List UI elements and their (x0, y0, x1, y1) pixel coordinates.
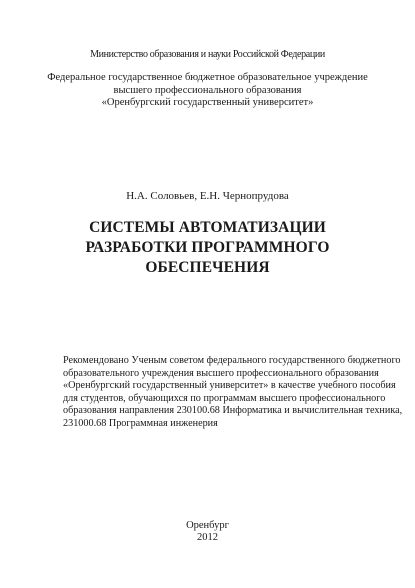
authors: Н.А. Соловьев, Е.Н. Чернопрудова (126, 190, 289, 202)
publication-city: Оренбург (186, 520, 229, 531)
recommendation-line: образования направления 230100.68 Информатика и вычислительная техника, (63, 405, 403, 416)
ministry-line: Министерство образования и науки Российской Федерации (90, 49, 325, 60)
book-title (0, 218, 415, 278)
recommendation-line: «Оренбургский государственный университет» в качестве учебного пособия (63, 380, 396, 391)
institution-line: «Оренбургский государственный университет» (101, 97, 314, 108)
recommendation-line: Рекомендовано Ученым советом федерального государственного бюджетного (63, 355, 401, 366)
institution-block (0, 72, 415, 110)
recommendation-line: 231000.68 Программная инженерия (63, 417, 218, 429)
recommendation-paragraph (63, 355, 403, 430)
institution-line: Федеральное государственное бюджетное образовательное учреждение (47, 72, 368, 83)
title-line: СИСТЕМЫ АВТОМАТИЗАЦИИ (89, 219, 326, 236)
title-line: ОБЕСПЕЧЕНИЯ (145, 259, 270, 276)
recommendation-line: образовательного учреждения высшего профессионального образования (63, 367, 379, 379)
recommendation-line: для студентов, обучающихся по программам высшего профессионального (63, 392, 386, 404)
title-line: РАЗРАБОТКИ ПРОГРАММНОГО (85, 239, 330, 256)
publication-year: 2012 (197, 532, 218, 543)
institution-line: высшего профессионального образования (113, 84, 302, 96)
